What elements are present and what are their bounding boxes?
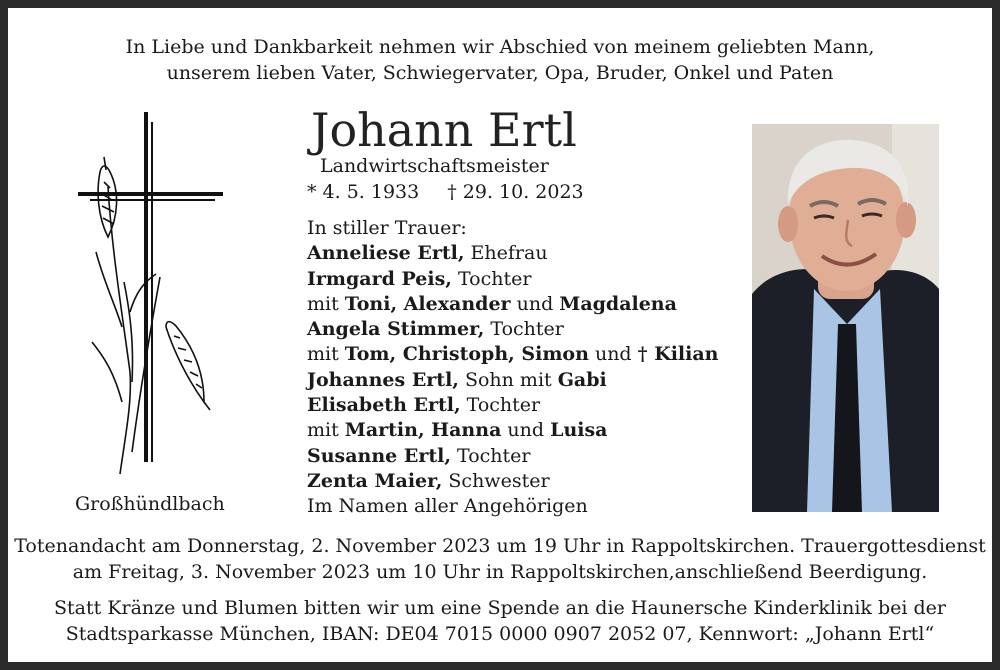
birth-date: * 4. 5. 1933 (307, 181, 420, 203)
mourner-name: Susanne Ertl, (307, 444, 451, 467)
mourner-text: und (501, 419, 551, 442)
mourners-heading: In stiller Trauer: (307, 217, 467, 239)
mourner-text: Tochter (450, 444, 531, 467)
mourner-name: Gabi (557, 368, 607, 391)
deceased-title: Landwirtschaftsmeister (320, 155, 549, 177)
life-dates (307, 181, 584, 203)
mourner-text: Ehefrau (464, 242, 548, 265)
deceased-name: Johann Ertl (311, 103, 577, 157)
mourner-text: mit (307, 419, 345, 442)
intro-line-1: In Liebe und Dankbarkeit nehmen wir Abschied von meinem geliebten Mann, (125, 36, 875, 58)
mourner-line (307, 494, 718, 519)
mourner-line (307, 368, 718, 393)
service-line-2: am Freitag, 3. November 2023 um 10 Uhr in Rappoltskirchen,anschließend Beerdigung. (72, 561, 928, 583)
mourner-text: Im Namen aller Angehörigen (307, 495, 588, 518)
mourner-name: † Kilian (637, 343, 719, 366)
mourner-text: Tochter (460, 394, 541, 417)
mourner-text: Schwester (442, 469, 550, 492)
cross-with-wheat-icon (70, 112, 230, 482)
mourner-text: mit (307, 292, 345, 315)
mourner-name: Irmgard Peis, (307, 267, 452, 290)
portrait-photo (752, 124, 939, 512)
mourner-name: Luisa (550, 419, 608, 442)
mourner-line (307, 469, 718, 494)
mourner-line (307, 241, 718, 266)
donation-line-2: Stadtsparkasse München, IBAN: DE04 7015 0000 0907 2052 07, Kennwort: „Johann Ertl“ (65, 623, 935, 645)
mourner-line (307, 317, 718, 342)
mourner-line (307, 342, 718, 367)
mourner-name: Zenta Maier, (307, 469, 443, 492)
donation-line-1: Statt Kränze und Blumen bitten wir um eine Spende an die Haunersche Kinderklinik bei der (54, 597, 946, 619)
mourner-name: Elisabeth Ertl, (307, 394, 461, 417)
mourner-text: und (588, 343, 638, 366)
mourner-text: mit (307, 343, 345, 366)
place-name: Großhündlbach (75, 493, 225, 515)
mourner-name: Johannes Ertl, (307, 368, 459, 391)
mourner-name: Magdalena (559, 292, 677, 315)
mourner-line (307, 267, 718, 292)
mourner-text: Sohn mit (458, 368, 558, 391)
mourner-name: Tom, Christoph, Simon (344, 343, 589, 366)
service-info (0, 533, 1000, 585)
mourner-line (307, 292, 718, 317)
intro-line-2: unserem lieben Vater, Schwiegervater, Opa, Bruder, Onkel und Paten (166, 62, 834, 84)
mourner-name: Martin, Hanna (344, 419, 502, 442)
mourner-name: Anneliese Ertl, (307, 242, 465, 265)
mourner-name: Toni, Alexander (344, 292, 511, 315)
mourners-list (307, 216, 718, 520)
mourner-text: Tochter (451, 267, 532, 290)
death-date: † 29. 10. 2023 (447, 181, 584, 203)
mourner-text: und (510, 292, 560, 315)
service-line-1: Totenandacht am Donnerstag, 2. November 2023 um 19 Uhr in Rappoltskirchen. Trauergottesdienst (14, 535, 986, 557)
mourner-line (307, 418, 718, 443)
mourner-name: Angela Stimmer, (307, 318, 485, 341)
mourner-line (307, 444, 718, 469)
donation-info (0, 595, 1000, 647)
mourner-line (307, 393, 718, 418)
intro-text (0, 34, 1000, 86)
mourner-text: Tochter (484, 318, 564, 341)
